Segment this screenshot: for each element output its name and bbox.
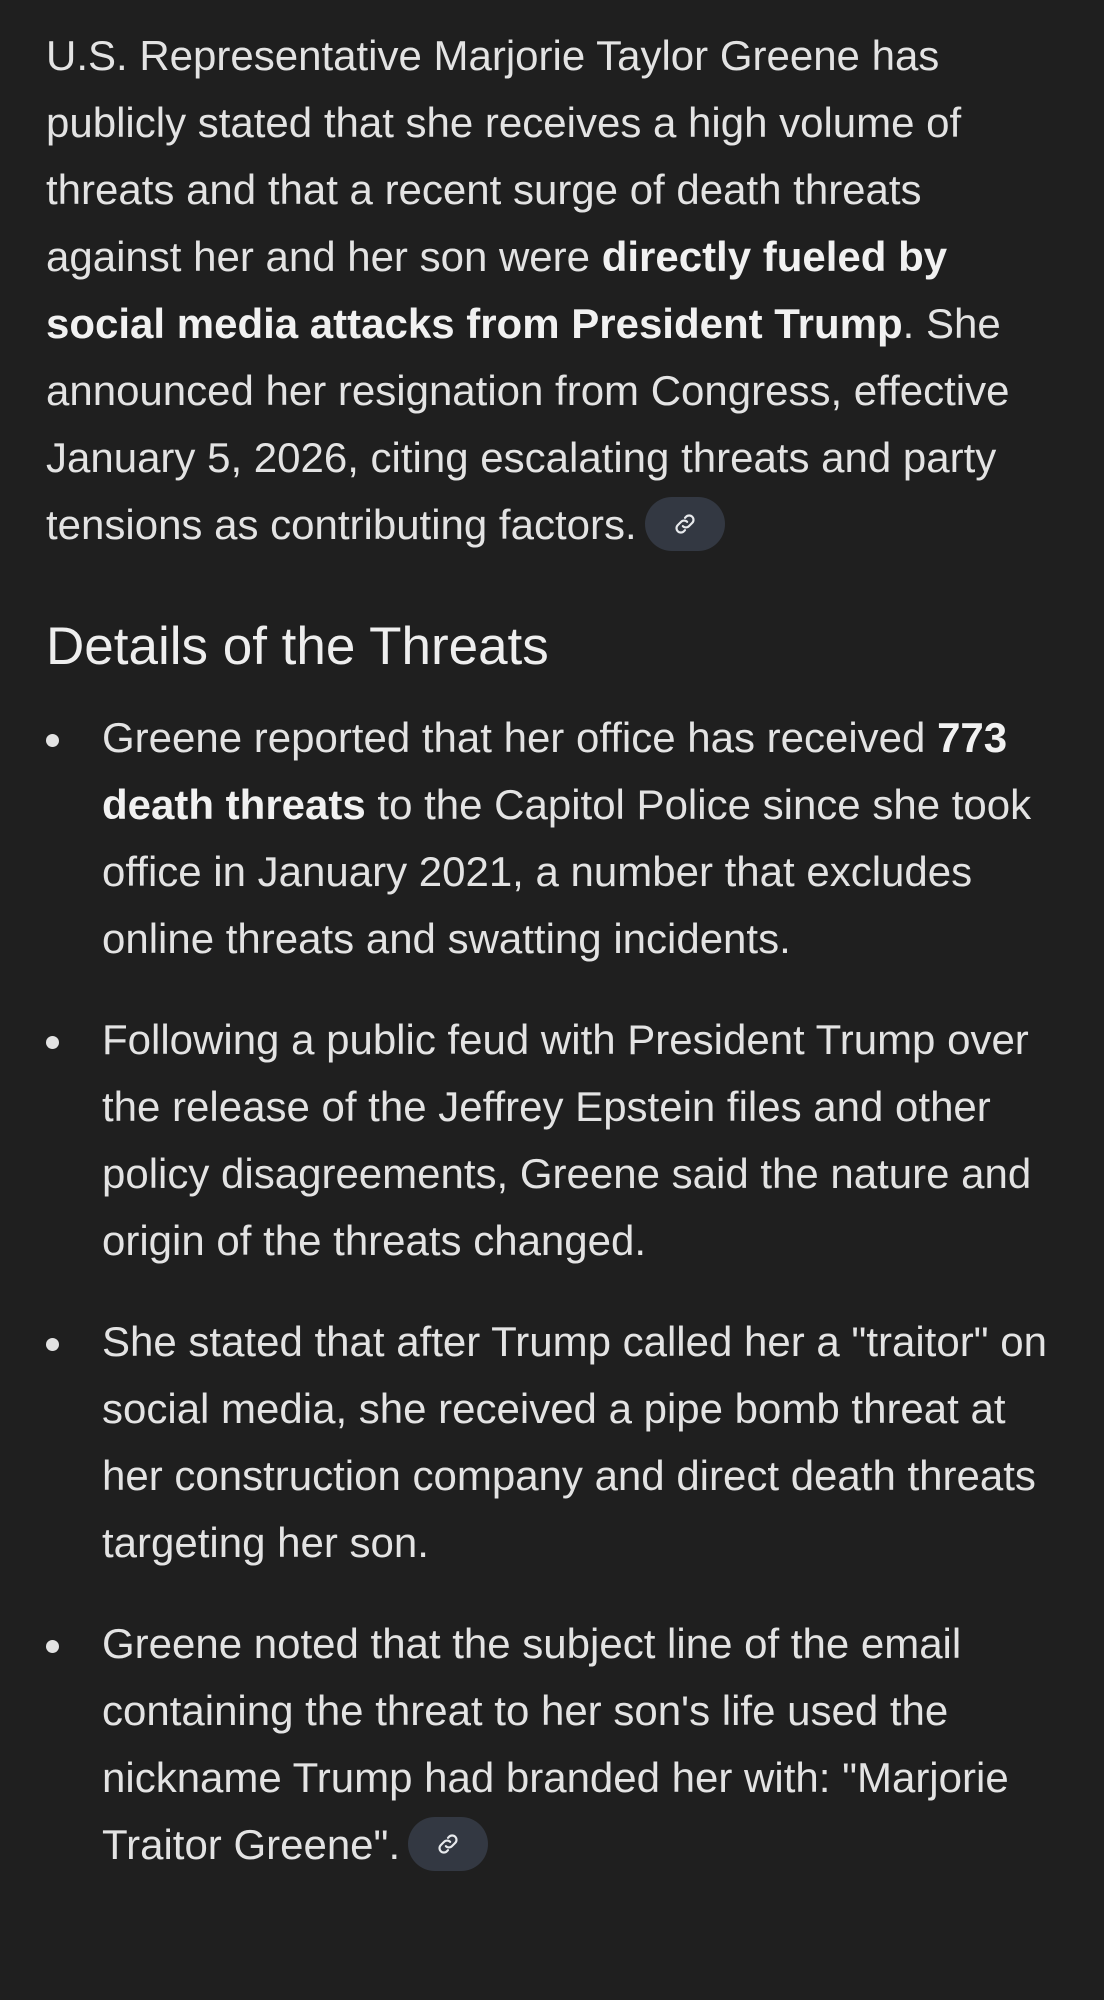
list-item	[46, 1308, 1058, 1576]
link-icon	[672, 511, 698, 537]
bullet-text: Following a public feud with President Trump over the release of the Jeffrey Epstein files and other policy disagreements, Greene said the nature and origin of the threats changed.	[102, 1016, 1032, 1264]
threat-details-list	[46, 704, 1058, 1878]
bullet-text: Greene reported that her office has received	[102, 714, 938, 761]
bullet-bold-text: 773 death threats	[102, 714, 1008, 828]
section-heading: Details of the Threats	[46, 617, 549, 676]
source-link-chip[interactable]	[408, 1817, 488, 1871]
intro-bold-text: directly fueled by social media attacks from President Trump	[46, 233, 948, 347]
intro-text-end: . She announced her resignation from Congress, effective January 5, 2026, citing escalating threats and party tensions as contributing factors.	[46, 300, 1010, 548]
bullet-text: Greene noted that the subject line of the email containing the threat to her son's life used the nickname Trump had branded her with: "Marjorie Traitor Greene".	[102, 1620, 1009, 1868]
bullet-dot	[46, 1640, 59, 1653]
link-icon	[435, 1831, 461, 1857]
list-item	[46, 1006, 1058, 1274]
bullet-dot	[46, 1036, 59, 1049]
source-link-chip[interactable]	[645, 497, 725, 551]
bullet-dot	[46, 734, 59, 747]
list-item	[46, 1610, 1058, 1878]
intro-text-start: U.S. Representative Marjorie Taylor Greene has publicly stated that she receives a high volume of threats and that a recent surge of death threats against her and her son were	[46, 32, 962, 280]
list-item	[46, 704, 1058, 972]
bullet-dot	[46, 1338, 59, 1351]
intro-paragraph	[46, 22, 1058, 558]
bullet-text-end: to the Capitol Police since she took office in January 2021, a number that excludes online threats and swatting incidents.	[102, 781, 1032, 962]
bullet-text: She stated that after Trump called her a "traitor" on social media, she received a pipe bomb threat at her construction company and direct death threats targeting her son.	[102, 1318, 1047, 1566]
